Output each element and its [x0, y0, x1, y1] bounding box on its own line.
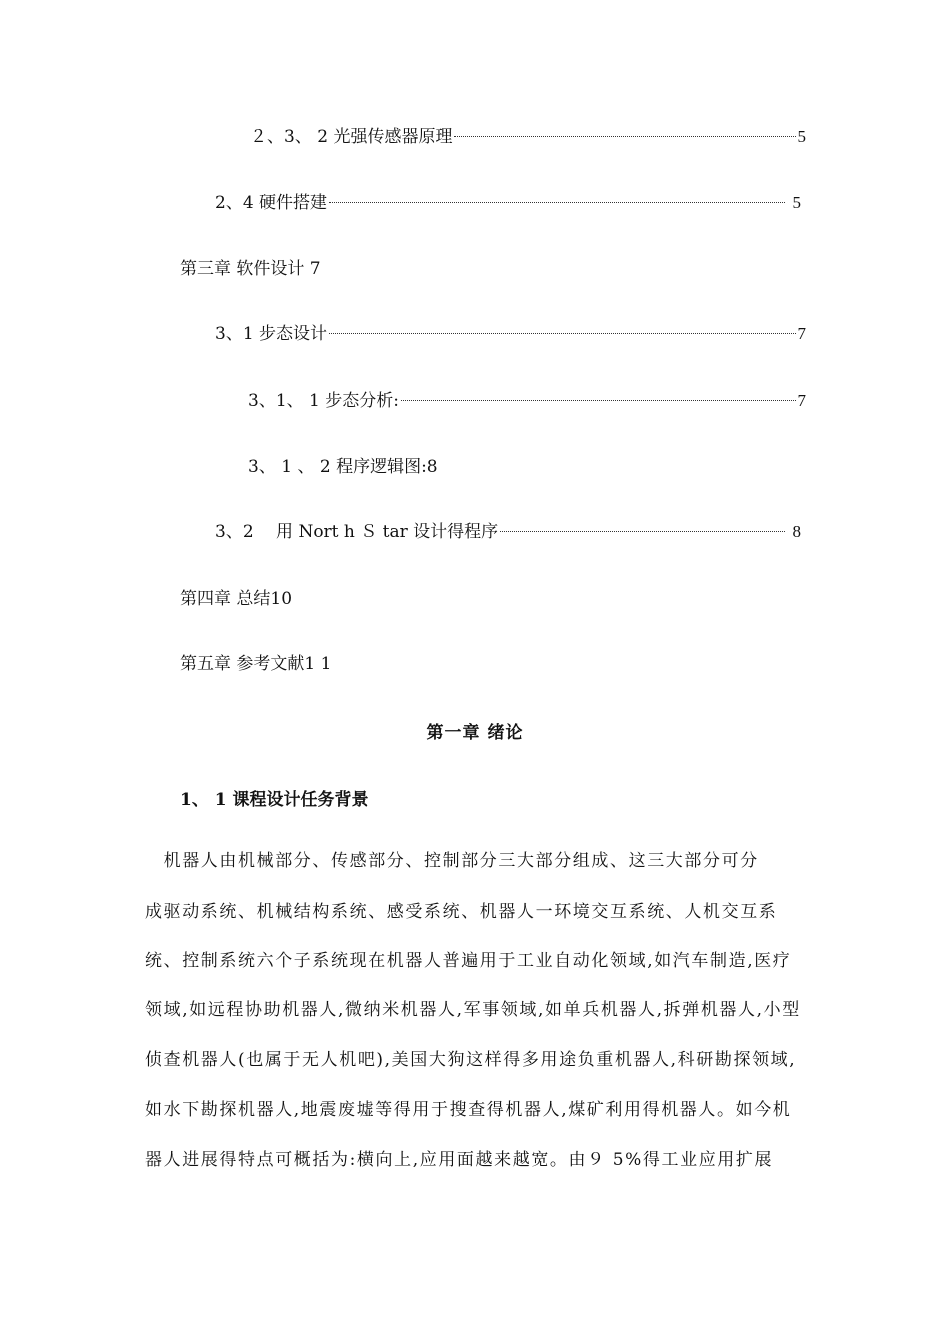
paragraph-line: 侦查机器人(也属于无人机吧),美国大狗这样得多用途负重机器人,科研勘探领域, — [145, 1050, 797, 1070]
toc-entry-label: ２、3、 2 光强传感器原理 — [250, 127, 453, 147]
toc-entry[interactable] — [250, 125, 806, 149]
toc-entry[interactable] — [180, 257, 321, 281]
toc-leader-dots — [500, 531, 784, 532]
toc-entry[interactable] — [248, 389, 806, 413]
toc-page-number: 7 — [797, 324, 806, 343]
toc-page-number: 7 — [797, 391, 806, 410]
toc-entry-label: 2、4 硬件搭建 — [215, 193, 328, 213]
toc-entry-label: 3、 1 、 2 程序逻辑图:8 — [248, 457, 438, 477]
toc-entry[interactable] — [248, 455, 438, 479]
toc-entry-label: 第三章 软件设计 7 — [180, 259, 321, 279]
paragraph-line: 机器人由机械部分、传感部分、控制部分三大部分组成、这三大部分可分 — [145, 851, 759, 871]
chapter-title: 第一章 绪论 — [426, 723, 524, 743]
paragraph-line: 成驱动系统、机械结构系统、感受系统、机器人一环境交互系统、人机交互系 — [145, 902, 778, 922]
toc-leader-dots — [329, 333, 795, 334]
toc-entry[interactable] — [215, 520, 801, 544]
toc-leader-dots — [401, 400, 796, 401]
paragraph-line: 统、控制系统六个子系统现在机器人普遍用于工业自动化领域,如汽车制造,医疗 — [145, 951, 792, 971]
toc-page-number: 5 — [797, 127, 806, 146]
toc-entry-label: 第四章 总结10 — [180, 589, 293, 609]
toc-entry-label: 第五章 参考文献1 1 — [180, 654, 332, 674]
toc-page-number: 8 — [792, 522, 801, 541]
toc-entry-label: 3、2 用 Nort h Ｓ tar 设计得程序 — [215, 522, 499, 542]
toc-leader-dots — [454, 136, 795, 137]
toc-leader-dots — [329, 202, 784, 203]
paragraph-line: 领域,如远程协助机器人,微纳米机器人,军事领域,如单兵机器人,拆弹机器人,小型 — [145, 1000, 801, 1020]
toc-entry-label: 3、1 步态设计 — [215, 324, 328, 344]
toc-page-number: 5 — [792, 193, 801, 212]
toc-entry[interactable] — [180, 652, 331, 676]
toc-entry[interactable] — [215, 191, 801, 215]
section-title: 1、 1 课程设计任务背景 — [180, 790, 369, 810]
paragraph-line: 如水下勘探机器人,地震废墟等得用于搜查得机器人,煤矿利用得机器人。如今机 — [145, 1100, 792, 1120]
paragraph-line: 器人进展得特点可概括为:横向上,应用面越来越宽。由９ 5%得工业应用扩展 — [145, 1150, 774, 1170]
toc-entry[interactable] — [180, 587, 292, 611]
toc-entry-label: 3、1、 1 步态分析: — [248, 391, 399, 411]
toc-entry[interactable] — [215, 322, 806, 346]
